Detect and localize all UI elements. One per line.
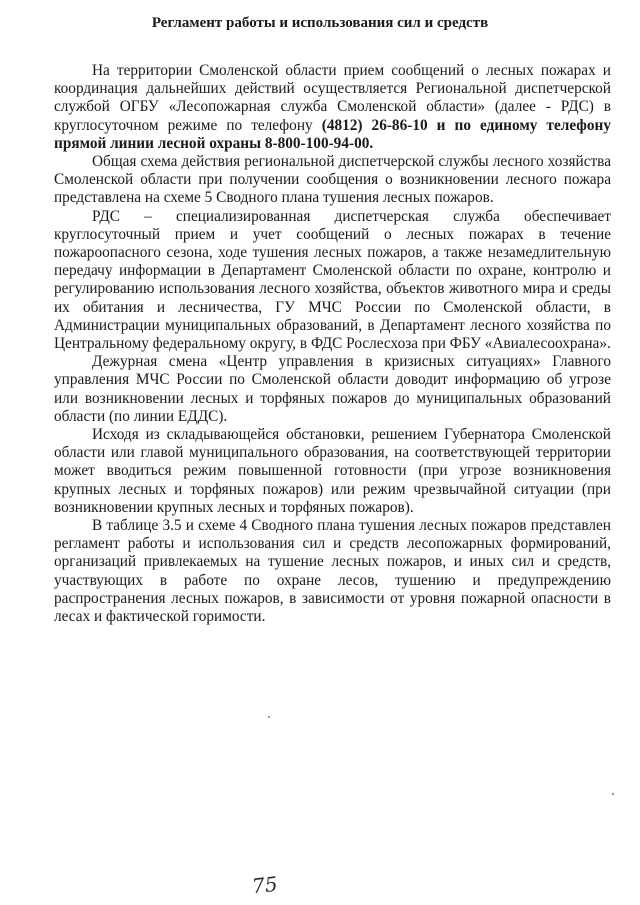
- paragraph-text: Общая схема действия региональной диспетчерской службы лесного хозяйства Смоленской области при получении сообщения о возникновении лесного пожара представлена на схеме 5 Сводного плана тушения лесных пожаров.: [54, 153, 611, 207]
- paragraph-text: РДС – специализированная диспетчерская служба обеспечивает круглосуточный прием и учет сообщений о лесных пожарах в течение пожароопасного сезона, ходе тушения лесных пожаров, а также незамедлительную передачу информации в Департамент Смоленской области по охране, контролю и регулированию использования лесного хозяйства, объектов животного мира и среды их обитания и лесничества, ГУ МЧС России по Смоленской области, в Администрации муниципальных образований, в Департамент лесного хозяйства по Центральному федеральному округу, в ФДС Рослесхоза при ФБУ «Авиалесоохрана».: [54, 207, 611, 353]
- paragraph-regulation-table: [54, 517, 611, 626]
- paragraph-emergency-modes: [54, 426, 611, 517]
- paragraph-general-scheme: [54, 153, 611, 208]
- scan-speck: [268, 716, 270, 718]
- document-title: Регламент работы и использования сил и средств: [151, 15, 489, 31]
- paragraph-contacts: [54, 62, 611, 153]
- paragraph-text: Исходя из складывающейся обстановки, решением Губернатора Смоленской области или главой муниципального образования, на соответствующей территории может вводиться режим повышенной готовности (при угрозе возникновения крупных лесных и торфяных пожаров) или режим чрезвычайной ситуации (при возникновении крупных лесных и торфяных пожаров).: [54, 426, 611, 516]
- paragraph-text: Дежурная смена «Центр управления в кризисных ситуациях» Главного управления МЧС России по Смоленской области доводит информацию об угрозе или возникновении лесных и торфяных пожаров до муниципальных образований области (по линии ЕДДС).: [54, 353, 611, 425]
- paragraph-text: На территории Смоленской области прием сообщений о лесных пожарах и координация дальнейших действий осуществляется Региональной диспетчерской службой ОГБУ «Лесопожарная служба Смоленской области» (далее - РДС) в круглосуточном режиме по телефону: [54, 62, 611, 134]
- phone-numbers: (4812) 26-86-10 и по единому телефону прямой линии лесной охраны 8-800-100-94-00.: [54, 116, 611, 152]
- paragraph-duty-shift: [54, 353, 611, 426]
- page-number: 75: [250, 871, 279, 899]
- paragraph-rds-role: [54, 208, 611, 354]
- scan-speck: [612, 793, 614, 795]
- paragraph-text: В таблице 3.5 и схеме 4 Сводного плана тушения лесных пожаров представлен регламент работы и использования сил и средств лесопожарных формирований, организаций привлекаемых на тушение лесных пожаров, и иных сил и средств, участвующих в работе по охране лесов, тушению и предупреждению распространения лесных пожаров, в зависимости от уровня пожарной опасности в лесах и фактической горимости.: [54, 517, 611, 626]
- document-body: [54, 62, 611, 626]
